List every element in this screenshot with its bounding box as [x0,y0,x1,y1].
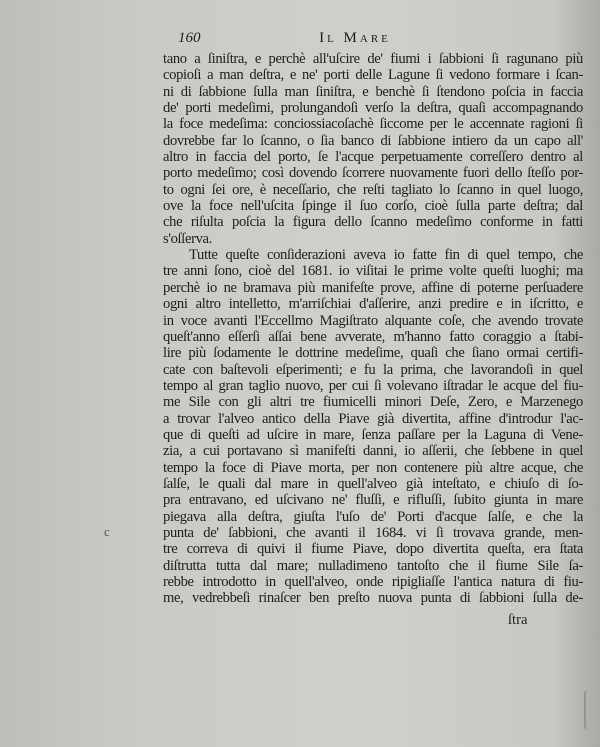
text-line: lire più ſodamente le dottrine medeſime, quaſi che ſiano ormai certifi- [163,345,583,362]
text-line: punta de' ſabbioni, che avanti il 1684. vi ſi trovava grande, men- [163,524,583,541]
text-line: tempo la foce di Piave morta, per non contenere più altre acque, che [163,459,583,476]
text-line: la foce medeſima: conciossiacoſachè ſiccome per le accennate ragioni ſi [163,116,583,133]
text-line: queſt'anno eſſerſi aſſai bene avverate, m'hanno fatto coraggio a ſtabi- [163,328,583,345]
text-line: ni di ſabbione ſulla man ſiniſtra, e benchè ſi ſtendono poſcia in faccia [163,83,583,100]
text-line: piegava alla deſtra, giuſta l'uſo de' Porti d'acque ſalſe, e che la [163,508,583,525]
page-number: 160 [178,30,201,46]
text-line: me Sile con gli altri tre fiumicelli minori Deſe, Zero, e Marzenego [163,394,583,411]
text-line: me, vedrebbeſi rinaſcer ben preſto nuova punta di ſabbioni ſulla de- [163,590,583,607]
body-text [163,51,583,607]
page-edge-stain [584,690,594,730]
text-line: rebbe introdotto in quell'alveo, onde ripigliaſſe l'antica natura di fiu- [163,574,583,590]
text-line: pra entravano, ed uſcivano ne' fluſſi, e rifluſſi, ſubito giunta in mare [163,492,583,509]
text-line: perchè io ne bramava più manifeſte prove, affine di poterne perſuadere [163,279,583,296]
text-line: ove la foce nell'uſcita ſpinge il ſuo corſo, cioè ſulla parte deſtra; dal [163,198,583,215]
text-line: a trovar l'alveo antico della Piave già divertita, affine d'introdur l'ac- [163,410,583,427]
text-line: in voce avanti l'Eccellmo Magiſtrato alquante coſe, che avendo trovate [163,312,583,329]
text-line: zia, a cui portavano sì manifeſti danni, io aſſerii, che ſebbene in quel [163,443,583,460]
text-line: che riſulta poſcia la figura dello ſcanno medeſimo conforme in fatti [163,214,583,231]
text-line: que di queſti ad uſcire in mare, ſenza paſſare per la Laguna di Vene- [163,426,583,443]
text-line: copioſi a man deſtra, e ne' porti delle Lagune ſi vedono formare i ſcan- [163,67,583,84]
text-line: altro in faccia del porto, ſe l'acque perpetuamente correſſero dentro al [163,149,583,166]
text-line: tre anni ſono, cioè del 1681. io viſitai le prime volte queſti luoghi; ma [163,263,583,280]
text-line: Tutte queſte conſiderazioni aveva io fatte fin di quel tempo, che [189,247,583,264]
catchword: ſtra [508,612,528,628]
text-line: dovrebbe far lo ſcanno, o ſia banco di ſabbione intiero da un capo all' [163,132,583,149]
text-line: ogni altro intelletto, m'arriſchiai d'aſſerire, anzi predire e in iſcritto, e [163,296,583,313]
text-line: diſtrutta tutta dal mare; nulladimeno tantoſto che il fiume Sile ſa- [163,557,583,574]
running-title: Il Mare [319,30,391,46]
text-line: porto medeſimo; così dovendo ſcorrere nuovamente fuori dello ſteſſo por- [163,165,583,182]
text-line: s'oſſerva. [163,230,212,247]
text-line: tano a ſiniſtra, e perchè all'uſcire de' fiumi i ſabbioni ſi ragunano più [163,51,583,67]
text-line: de' porti medeſimi, prolungandoſi verſo la deſtra, quaſi accompagnando [163,100,583,117]
margin-mark: c [104,524,110,539]
text-line: tempo al gran taglio nuovo, per cui ſi volevano iſtradar le acque del fiu- [163,377,583,394]
text-line: cate con baſtevoli eſperimenti; e fu la prima, che lavorandoſi in quel [163,361,583,378]
text-line: ſalſe, le quali dal mare in quell'alveo già inteſtato, e chiuſo di ſo- [163,475,583,492]
text-line: to ogni ſei ore, è neceſſario, che reſti tagliato lo ſcanno in quel luogo, [163,181,583,198]
text-line: tre correva di quivi il fiume Piave, dopo divertita queſta, era ſtata [163,541,583,558]
